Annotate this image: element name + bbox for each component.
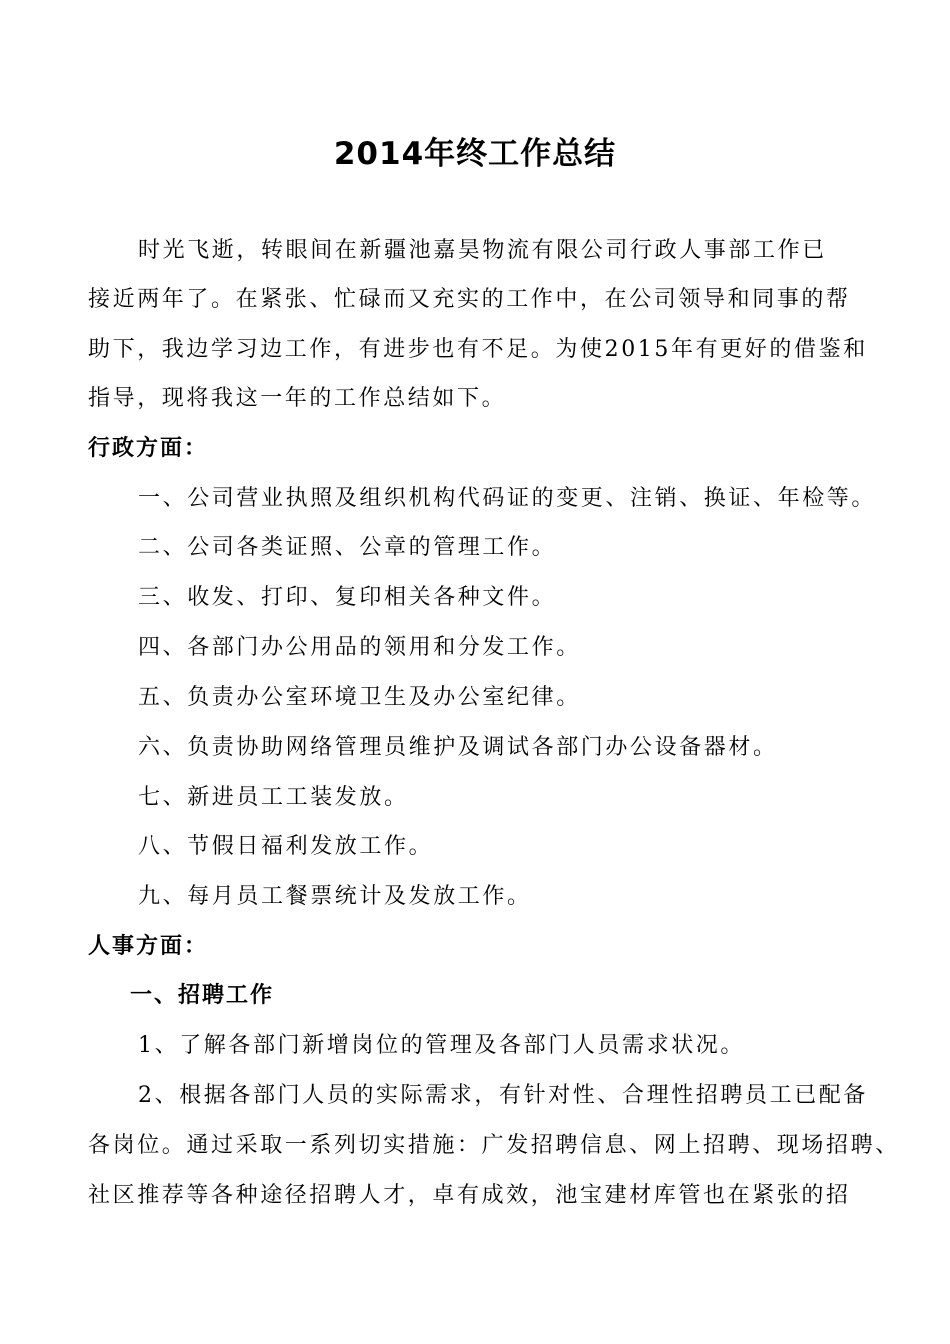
list-item: 四、各部门办公用品的领用和分发工作。 <box>138 635 581 660</box>
list-item: 九、每月员工餐票统计及发放工作。 <box>138 884 532 909</box>
paragraph-line: 社区推荐等各种途径招聘人才，卓有成效，池宝建材库管也在紧张的招 <box>88 1183 851 1208</box>
paragraph-line: 各岗位。通过采取一系列切实措施：广发招聘信息、网上招聘、现场招聘、 <box>88 1133 900 1158</box>
list-item: 八、节假日福利发放工作。 <box>138 834 434 859</box>
list-item: 五、负责办公室环境卫生及办公室纪律。 <box>138 685 581 710</box>
intro-paragraph-line: 接近两年了。在紧张、忙碌而又充实的工作中，在公司领导和同事的帮 <box>88 287 851 312</box>
intro-paragraph-line: 指导，现将我这一年的工作总结如下。 <box>88 386 507 411</box>
sub-heading-recruitment: 一、招聘工作 <box>130 983 275 1008</box>
document-title: 2014年终工作总结 <box>333 136 617 172</box>
list-item: 七、新进员工工装发放。 <box>138 785 409 810</box>
list-item: 1、了解各部门新增岗位的管理及各部门人员需求状况。 <box>138 1033 745 1058</box>
section-heading-hr: 人事方面： <box>88 934 209 959</box>
list-item: 二、公司各类证照、公章的管理工作。 <box>138 535 557 560</box>
intro-paragraph-line: 时光飞逝，转眼间在新疆池嘉昊物流有限公司行政人事部工作已 <box>138 238 827 263</box>
list-item: 一、公司营业执照及组织机构代码证的变更、注销、换证、年检等。 <box>138 486 877 511</box>
intro-paragraph-line: 助下，我边学习边工作，有进步也有不足。为使2015年有更好的借鉴和 <box>88 337 868 362</box>
list-item: 三、收发、打印、复印相关各种文件。 <box>138 585 557 610</box>
list-item: 六、负责协助网络管理员维护及调试各部门办公设备器材。 <box>138 735 778 760</box>
section-heading-admin: 行政方面： <box>88 436 209 461</box>
paragraph-line: 2、根据各部门人员的实际需求，有针对性、合理性招聘员工已配备 <box>138 1083 868 1108</box>
